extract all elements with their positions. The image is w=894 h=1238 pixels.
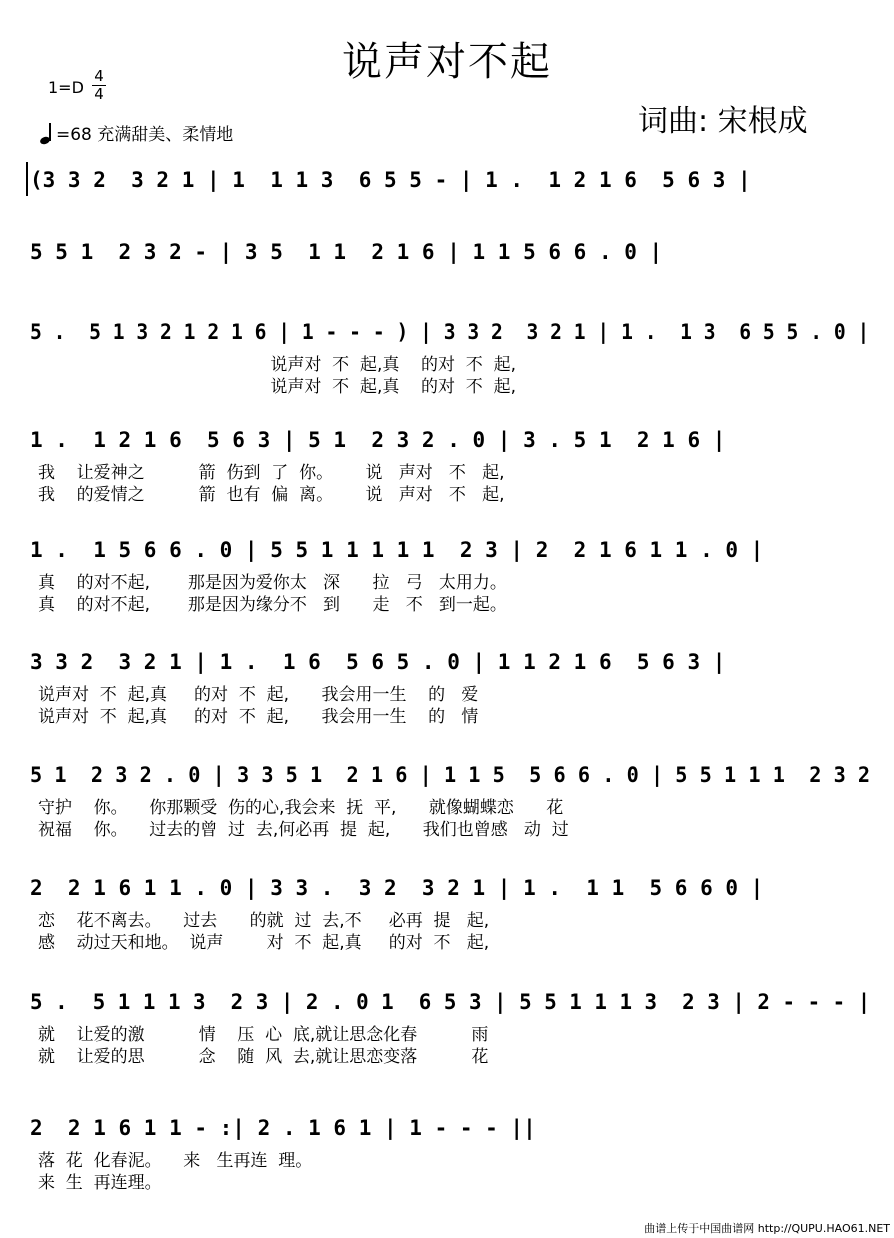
jianpu-notes: 3 3 2 3 2 1 | 1 . 1 6 5 6 5 . 0 | 1 1 2 1 6 5 6 3 |	[30, 650, 726, 674]
notation-line	[0, 160, 894, 204]
jianpu-notes: 1 . 1 5 6 6 . 0 | 5 5 1 1 1 1 1 2 3 | 2 2 1 6 1 1 . 0 |	[30, 538, 764, 562]
lyric-line-1: 守护 你。 你那颗受 伤的心,我会来 抚 平, 就像蝴蝶恋 花	[38, 798, 564, 818]
time-signature-bottom: 4	[94, 85, 104, 103]
composer-credit: 词曲: 宋根成	[638, 104, 808, 139]
lyric-line-2: 真 的对不起, 那是因为缘分不 到 走 不 到一起。	[38, 595, 507, 615]
notation-line	[0, 420, 894, 464]
notation-line	[0, 982, 894, 1026]
lyric-line-1: 就 让爱的激 情 压 心 底,就让思念化春 雨	[38, 1025, 489, 1045]
notation-line	[0, 530, 894, 574]
key-signature: 1=D	[48, 78, 84, 97]
lyric-line-2: 说声对 不 起,真 的对 不 起,	[38, 377, 517, 397]
lyric-line-1: 真 的对不起, 那是因为爱你太 深 拉 弓 太用力。	[38, 573, 507, 593]
lyric-line-2: 我 的爱情之 箭 也有 偏 离。 说 声对 不 起,	[38, 485, 505, 505]
tempo-marking	[40, 120, 233, 145]
system-start-bar	[26, 162, 28, 196]
tempo-value: =68	[56, 125, 92, 145]
notation-line	[0, 868, 894, 912]
lyric-line-2: 说声对 不 起,真 的对 不 起, 我会用一生 的 情	[38, 707, 479, 727]
lyric-line-1: 落 花 化春泥。 来 生再连 理。	[38, 1151, 313, 1171]
lyric-line-1: 恋 花不离去。 过去 的就 过 去,不 必再 提 起,	[38, 911, 490, 931]
lyric-line-2: 感 动过天和地。 说声 对 不 起,真 的对 不 起,	[38, 933, 490, 953]
notation-line	[0, 1108, 894, 1152]
expression-marking: 充满甜美、柔情地	[97, 125, 234, 145]
jianpu-notes: 5 5 1 2 3 2 - | 3 5 1 1 2 1 6 | 1 1 5 6 6 . 0 |	[30, 240, 663, 264]
jianpu-notes: 2 2 1 6 1 1 - :| 2 . 1 6 1 | 1 - - - ||	[30, 1116, 536, 1140]
lyric-line-2: 来 生 再连理。	[38, 1173, 162, 1193]
jianpu-notes: 5 . 5 1 3 2 1 2 1 6 | 1 - - - ) | 3 3 2 3 2 1 | 1 . 1 3 6 5 5 . 0 |	[30, 320, 870, 344]
lyric-line-1: 说声对 不 起,真 的对 不 起,	[38, 355, 517, 375]
notation-line	[0, 312, 894, 356]
song-title: 说声对不起	[342, 39, 552, 85]
notation-line	[0, 755, 894, 799]
time-signature	[92, 68, 106, 103]
time-signature-top: 4	[92, 68, 106, 86]
lyric-line-2: 祝福 你。 过去的曾 过 去,何必再 提 起, 我们也曾感 动 过	[38, 820, 569, 840]
source-footer: 曲谱上传于中国曲谱网 http://QUPU.HAO61.NET	[644, 1222, 890, 1235]
jianpu-notes: 5 1 2 3 2 . 0 | 3 3 5 1 2 1 6 | 1 1 5 5 6 6 . 0 | 5 5 1 1 1 2 3 2	[30, 763, 871, 787]
notation-line	[0, 642, 894, 686]
jianpu-notes: 1 . 1 2 1 6 5 6 3 | 5 1 2 3 2 . 0 | 3 . 5 1 2 1 6 |	[30, 428, 726, 452]
lyric-line-2: 就 让爱的思 念 随 风 去,就让思恋变落 花	[38, 1047, 489, 1067]
quarter-note-icon	[40, 122, 56, 144]
jianpu-notes: (3 3 2 3 2 1 | 1 1 1 3 6 5 5 - | 1 . 1 2 1 6 5 6 3 |	[30, 168, 751, 192]
notation-line	[0, 232, 894, 276]
jianpu-notes: 2 2 1 6 1 1 . 0 | 3 3 . 3 2 3 2 1 | 1 . 1 1 5 6 6 0 |	[30, 876, 764, 900]
jianpu-notes: 5 . 5 1 1 1 3 2 3 | 2 . 0 1 6 5 3 | 5 5 1 1 1 3 2 3 | 2 - - - |	[30, 990, 871, 1014]
lyric-line-1: 我 让爱神之 箭 伤到 了 你。 说 声对 不 起,	[38, 463, 505, 483]
lyric-line-1: 说声对 不 起,真 的对 不 起, 我会用一生 的 爱	[38, 685, 479, 705]
